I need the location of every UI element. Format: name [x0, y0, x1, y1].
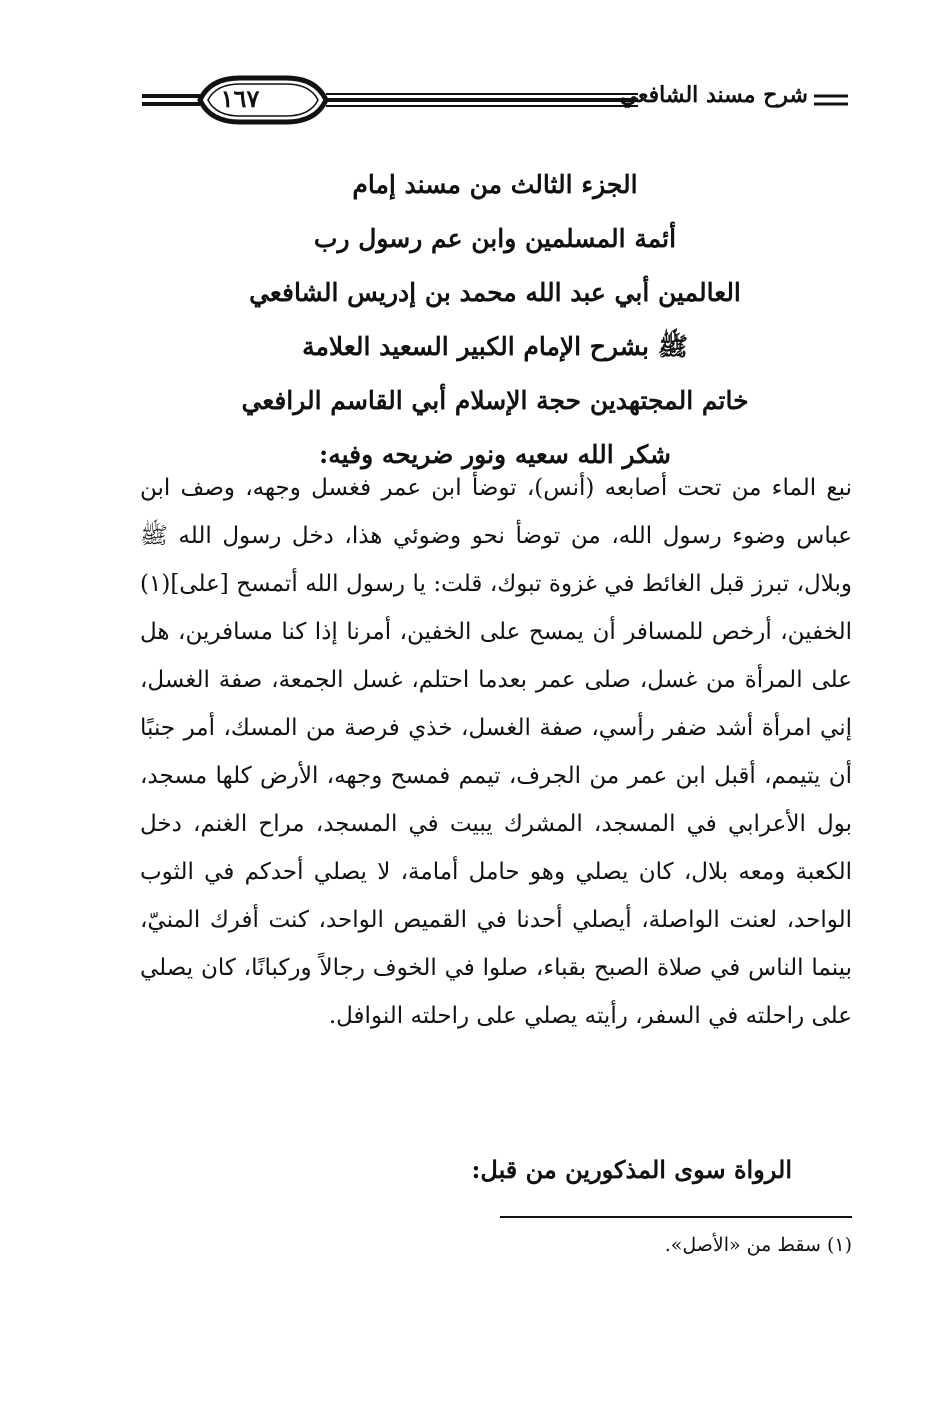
page-header [140, 74, 850, 130]
heading-line: الجزء الثالث من مسند إمام [352, 170, 638, 199]
body-paragraph: نبع الماء من تحت أصابعه (أنس)، توضأ ابن عمر فغسل وجهه، وصف ابن عباس وضوء رسول الله، من توضأ نحو وضوئي هذا، دخل رسول الله ﷺ وبلال، تبرز قبل الغائط في غزوة تبوك، قلت: يا رسول الله أتمسح [على](١) الخفين، أرخص للمسافر أن يمسح على الخفين، أمرنا إذا كنا مسافرين، هل على المرأة من غسل، صلى عمر بعدما احتلم، غسل الجمعة، صفة الغسل، إني امرأة أشد ضفر رأسي، صفة الغسل، خذي فرصة من المسك، أمر جنبًا أن يتيمم، أقبل ابن عمر من الجرف، تيمم فمسح وجهه، الأرض كلها مسجد، بول الأعرابي في المسجد، المشرك يبيت في المسجد، مراح الغنم، دخل الكعبة ومعه بلال، كان يصلي وهو حامل أمامة، لا يصلي أحدكم في الثوب الواحد، لعنت الواصلة، أيصلي أحدنا في القميص الواحد، كنت أفرك المنيّ، بينما الناس في صلاة الصبح بقباء، صلوا في الخوف رجالاً وركبانًا، كان يصلي على راحلته في السفر، رأيته يصلي على راحلته النوافل. [140, 475, 852, 1029]
running-title: شرح مسند الشافعي [619, 82, 808, 108]
page-number: ١٦٧ [220, 84, 260, 113]
heading-line: خاتم المجتهدين حجة الإسلام أبي القاسم الرافعي [241, 386, 749, 415]
footnote-divider [500, 1216, 852, 1218]
chapter-heading [150, 158, 840, 482]
heading-line: ﷺ بشرح الإمام الكبير السعيد العلامة [302, 332, 688, 361]
body-text [140, 464, 852, 1040]
heading-line: أئمة المسلمين وابن عم رسول رب [313, 224, 677, 253]
section-subheading: الرواة سوى المذكورين من قبل: [471, 1155, 792, 1184]
heading-line: العالمين أبي عبد الله محمد بن إدريس الشافعي [249, 278, 741, 307]
footnote: (١) سقط من «الأصل». [664, 1234, 852, 1256]
heading-line: شكر الله سعيه ونور ضريحه وفيه: [318, 440, 671, 469]
